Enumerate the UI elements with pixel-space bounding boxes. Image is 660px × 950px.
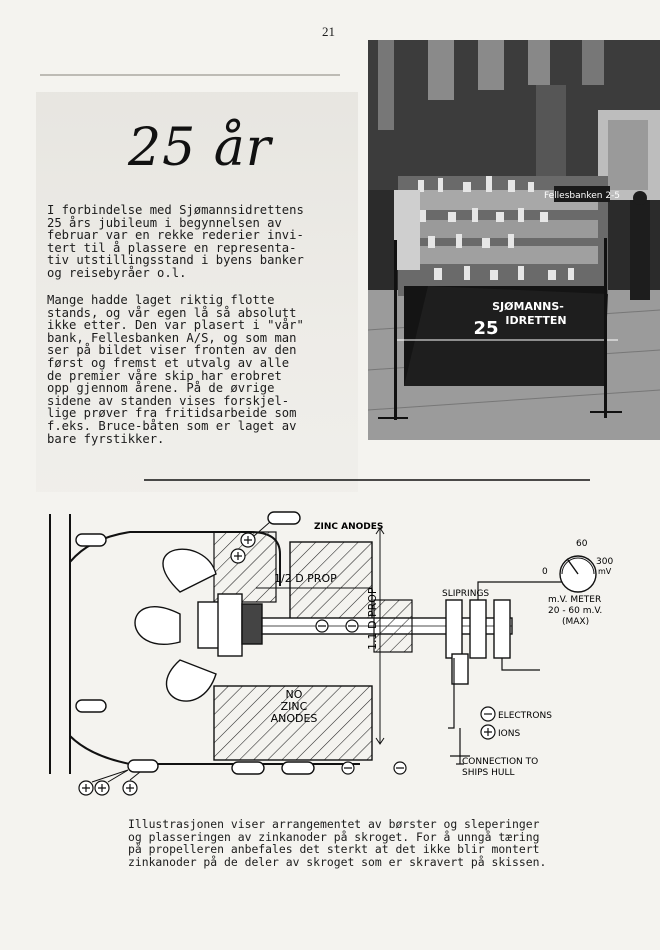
label-one-one-d-prop: 1.1 D PROP xyxy=(366,587,379,650)
diagram-caption: Illustrasjonen viser arrangementet av børster og sleperinger og plasseringen av zinkanoder på skroget. For å unngå tæring på propelleren anbefales det sterkt at det ikke blir montert zinkanoder på de deler av skroget som er skravert på skissen. xyxy=(128,817,547,869)
header-rule xyxy=(40,74,340,76)
label-no-zinc-1: NO xyxy=(285,688,303,701)
connection-label-1: CONNECTION TO xyxy=(462,757,539,767)
label-zinc-anodes: ZINC ANODES xyxy=(314,522,384,532)
article-paragraph-2: Mange hadde laget riktig flotte stands, og vår egen lå så absolutt ikke etter. Den var plasert i "vår" bank, Fellesbanken A/S, og som man ser på bildet viser fronten av den først og fremst et utvalg av alle de premier våre skip har erobret opp gjennom årene. På de øvrige sidene av standen vises forskjel- lige prøver fra fritidsarbeide som f.eks. Bruce-båten som er laget av bare fyrstikker. xyxy=(47,293,304,446)
meter-label-3: (MAX) xyxy=(562,617,590,627)
label-no-zinc-3: ANODES xyxy=(270,712,318,725)
exhibition-photo-drawing xyxy=(368,40,660,440)
meter-mid-label: 60 xyxy=(576,539,588,549)
exhibition-photo xyxy=(368,40,660,440)
meter-unit-label: mV xyxy=(598,567,612,576)
meter-max-label: 300 xyxy=(596,557,614,567)
label-sliprings: SLIPRINGS xyxy=(442,589,490,599)
photo-banner-line1: SJØMANNS- xyxy=(492,300,564,313)
meter-label-2: 20 - 60 m.V. xyxy=(548,606,603,616)
legend-ions-label: IONS xyxy=(498,729,521,739)
label-half-d-prop: 1/2 D PROP xyxy=(274,572,337,585)
photo-bank-sign: Fellesbanken 2-5 xyxy=(543,191,621,201)
article-title: 25 år xyxy=(128,118,272,178)
page-number: 21 xyxy=(322,24,335,39)
propeller-anode-diagram xyxy=(30,474,630,804)
meter-label-1: m.V. METER xyxy=(548,595,602,605)
label-no-zinc-2: ZINC xyxy=(280,700,308,713)
legend-electrons-label: ELECTRONS xyxy=(498,711,552,721)
article-paragraph-1: I forbindelse med Sjømannsidrettens 25 års jubileum i begynnelsen av februar var en rekke rederier invi- tert til å plassere en representa- tiv utstillingsstand i byens banker og reisebyråer o.l. xyxy=(47,203,304,280)
connection-label-2: SHIPS HULL xyxy=(462,768,515,778)
photo-banner-line2: IDRETTEN xyxy=(505,314,567,327)
slipring-assembly xyxy=(446,600,510,684)
millivolt-meter xyxy=(560,556,596,592)
meter-min-label: 0 xyxy=(542,567,548,577)
photo-banner-number: 25 xyxy=(473,318,499,339)
